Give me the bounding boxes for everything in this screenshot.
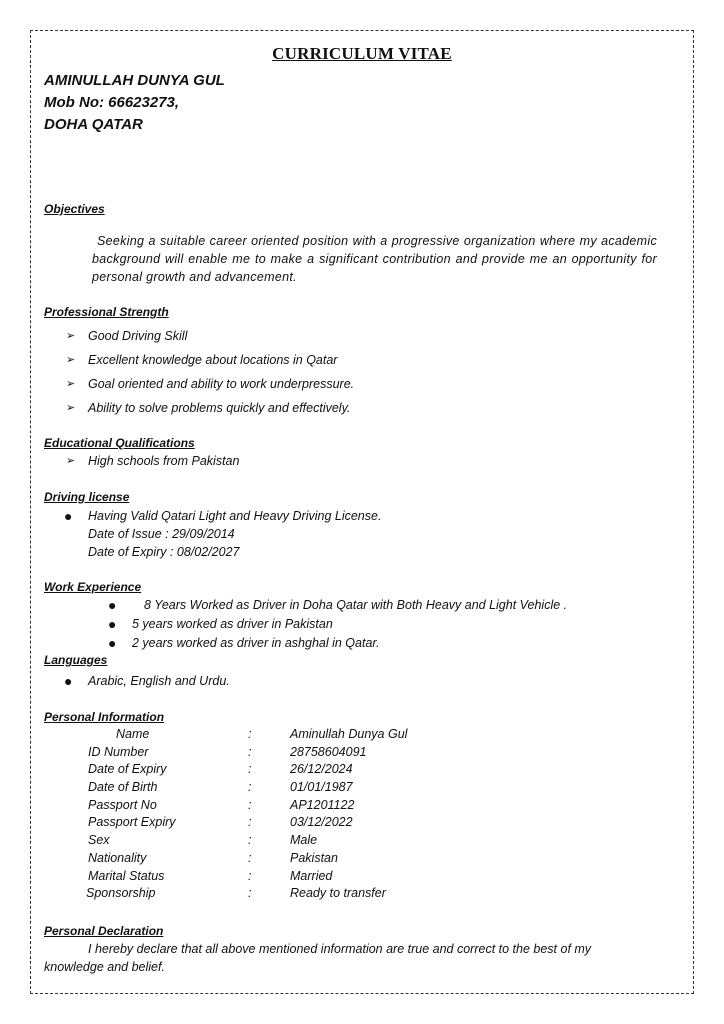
table-row: Nationality : Pakistan — [88, 850, 338, 865]
table-row: Sponsorship : Ready to transfer — [86, 886, 386, 901]
table-row: Date of Expiry : 26/12/2024 — [88, 762, 353, 777]
list-item: ● Having Valid Qatari Light and Heavy Driving License. — [64, 508, 382, 524]
list-item: ➢ Excellent knowledge about locations in Qatar — [66, 353, 338, 367]
table-row: Marital Status : Married — [88, 868, 333, 883]
strength-list — [66, 329, 355, 425]
arrow-bullet-icon: ➢ — [66, 378, 76, 390]
bullet-dot-icon: ● — [108, 635, 117, 651]
languages-list — [64, 673, 230, 689]
table-row: ID Number : 28758604091 — [88, 744, 367, 759]
bullet-dot-icon: ● — [64, 673, 73, 689]
personal-info-table — [86, 727, 407, 904]
arrow-bullet-icon: ➢ — [66, 354, 76, 366]
objectives-heading: Objectives — [44, 202, 105, 216]
list-item: ● 2 years worked as driver in ashghal in Qatar. — [108, 635, 380, 651]
license-issue-date: Date of Issue : 29/09/2014 — [88, 527, 235, 541]
bullet-dot-icon: ● — [64, 508, 73, 524]
table-row: Name : Aminullah Dunya Gul — [116, 727, 408, 741]
declaration-heading: Personal Declaration — [44, 924, 164, 938]
license-heading: Driving license — [44, 490, 130, 504]
bullet-dot-icon: ● — [108, 616, 117, 632]
education-list — [66, 454, 240, 468]
work-heading: Work Experience — [44, 580, 142, 594]
license-expiry-date: Date of Expiry : 08/02/2027 — [88, 545, 240, 559]
arrow-bullet-icon: ➢ — [66, 455, 76, 467]
personal-heading: Personal Information — [44, 710, 165, 724]
list-item: ● 5 years worked as driver in Pakistan — [108, 616, 333, 632]
table-row: Date of Birth : 01/01/1987 — [88, 780, 353, 795]
languages-heading: Languages — [44, 653, 108, 667]
table-row: Passport Expiry : 03/12/2022 — [88, 815, 353, 830]
list-item: ➢ Good Driving Skill — [66, 329, 188, 343]
list-item: ➢ Goal oriented and ability to work underpressure. — [66, 377, 355, 391]
table-row: Passport No : AP1201122 — [88, 797, 355, 812]
license-list — [64, 508, 382, 524]
arrow-bullet-icon: ➢ — [66, 402, 76, 414]
list-item: ➢ High schools from Pakistan — [66, 454, 240, 468]
bullet-dot-icon: ● — [108, 597, 117, 613]
document-title: CURRICULUM VITAE — [272, 44, 452, 63]
list-item: ➢ Ability to solve problems quickly and effectively. — [66, 401, 351, 415]
mobile-number: Mob No: 66623273, — [44, 94, 180, 111]
work-list — [108, 597, 568, 655]
candidate-name: AMINULLAH DUNYA GUL — [44, 72, 225, 89]
table-row: Sex : Male — [88, 833, 318, 848]
education-heading: Educational Qualifications — [44, 436, 195, 450]
list-item: ● Arabic, English and Urdu. — [64, 673, 230, 689]
list-item: ● 8 Years Worked as Driver in Doha Qatar with Both Heavy and Light Vehicle . — [108, 597, 568, 613]
declaration-text: I hereby declare that all above mentioned information are true and correct to the best of my knowledge and belief. — [44, 942, 592, 974]
arrow-bullet-icon: ➢ — [66, 330, 76, 342]
objectives-text: Seeking a suitable career oriented position with a progressive organization where my academic background will enable me to make a significant contribution and provide me an opportunity for personal growth and advancement. — [92, 234, 657, 284]
strength-heading: Professional Strength — [44, 305, 169, 319]
location: DOHA QATAR — [44, 116, 143, 133]
